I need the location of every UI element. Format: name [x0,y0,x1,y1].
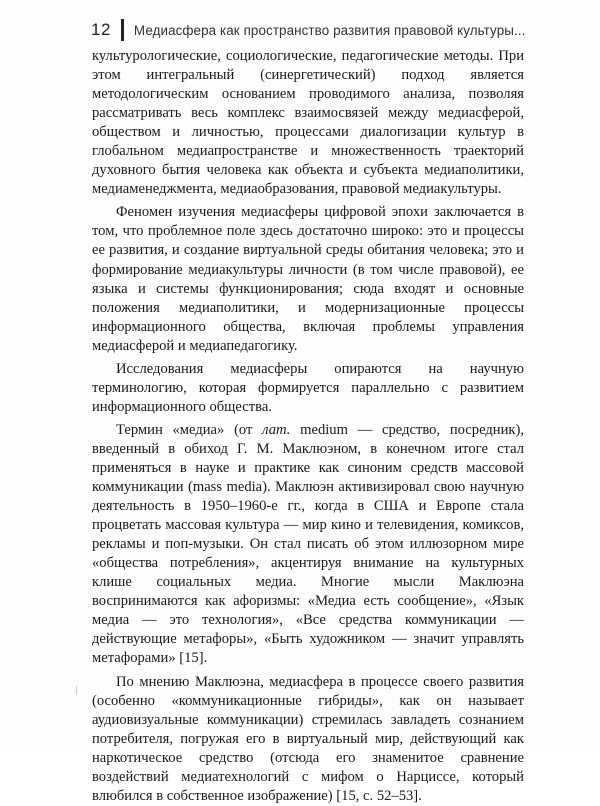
latin-abbreviation: лат. [262,421,291,438]
paragraph-4-rest: medium — средство, посредник), введенный в обиход Г. М. Маклюэном, в конечном итоге стал применяться в науке и практике как синоним средств массовой коммуникации (mass media). Маклюэн активизировал свою научную деятельность в 1950–1960-е гг., когда в США и Европе стала процветать массовая культура — мир кино и телевидения, комиксов, рекламы и поп-музыки. Он стал писать об этом иллюзорном мире «общества потребления», акцентируя внимание на культурных клише социальных медиа. Многие мысли Маклюэна воспринимаются как афоризмы: «Медиа есть сообщение», «Язык медиа — это технология», «Все средства коммуникации — действующие метафоры», «Быть художником — значит управлять метафорами» [15]. [92,421,524,667]
header-divider [121,19,124,41]
margin-mark [76,686,77,695]
running-head [91,16,551,44]
paragraph-4 [92,421,524,669]
body-text [92,47,524,806]
running-title: Медиасфера как пространство развития правовой культуры... [133,22,526,38]
paragraph-5: По мнению Маклюэна, медиасфера в процессе своего развития (особенно «коммуникационные гибриды», как он называет аудиовизуальные коммуникации) стремилась завладеть сознанием потребителя, погружая его в виртуальный мир, действующий как наркотическое средство (отсюда его знаменитое сравнение воздействий медиатехнологий с мифом о Нарциссе, который влюбился в собственное изображение) [15, с. 52–53]. [92,673,524,804]
paragraph-2: Феномен изучения медиасферы цифровой эпохи заключается в том, что проблемное поле здесь достаточно широко: это и процессы ее развития, и создание виртуальной среды обитания человека; это и формирование медиакультуры личности (в том числе правовой), ее языка и системы функционирования; сюда входят и основные положения медиаполитики, и модернизационные процессы информационного общества, включая проблемы управления медиасферой и медиапедагогику. [92,204,524,354]
paragraph-4-start: Термин «медиа» (от [116,421,263,438]
paragraph-3: Исследования медиасферы опираются на научную терминологию, которая формируется параллельно с развитием информационного общества. [92,360,524,415]
paragraph-1: культурологические, социологические, педагогические методы. При этом интегральный (синергетический) подход является методологическим основанием проводимого анализа, позволяя рассматривать весь комплекс взаимосвязей между медиасферой, обществом и личностью, процессами диалогизации культур в глобальном медиапространстве и множественность траекторий духовного бытия человека как объекта и субъекта медиаполитики, медиаменеджмента, медиаобразования, правовой медиакультуры. [92,48,524,198]
page-number: 12 [91,20,111,39]
